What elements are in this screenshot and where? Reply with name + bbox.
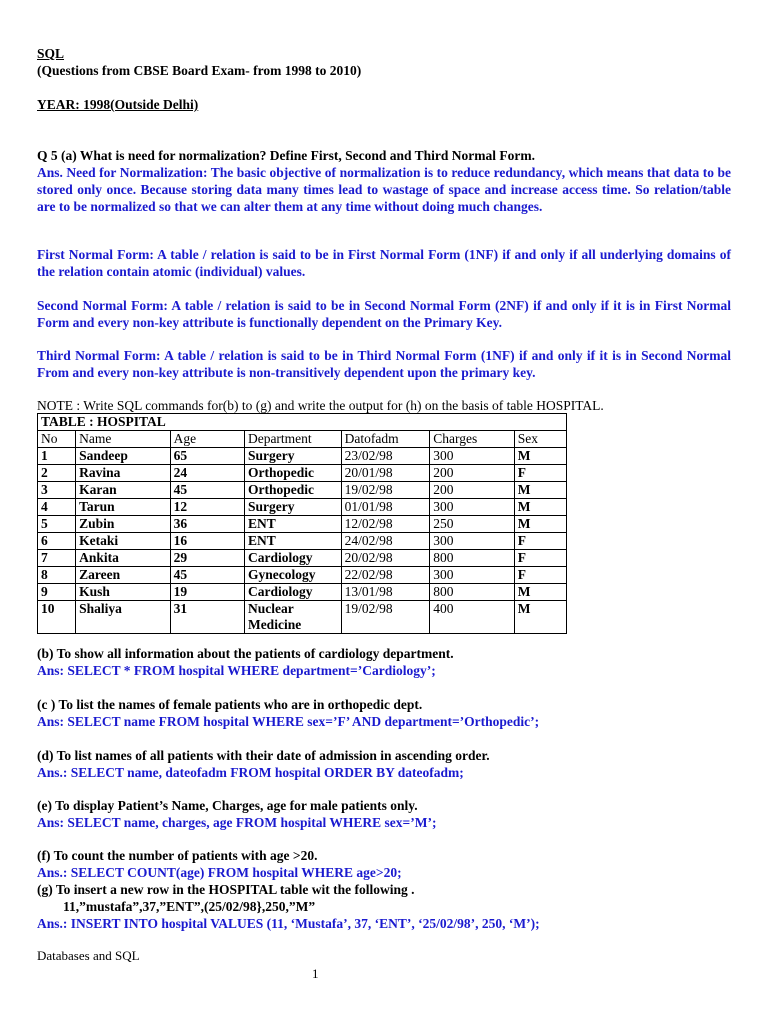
table-cell: M [514, 601, 566, 634]
table-row [38, 448, 567, 465]
table-cell: 9 [38, 584, 76, 601]
table-row [38, 499, 567, 516]
question-d: (d) To list names of all patients with their date of admission in ascending order. [37, 748, 490, 763]
answer-g: Ans.: INSERT INTO hospital VALUES (11, ‘Mustafa’, 37, ‘ENT’, ‘25/02/98’, 250, ‘M’); [37, 916, 540, 931]
table-cell: Sandeep [76, 448, 170, 465]
answer-d: Ans.: SELECT name, dateofadm FROM hospital ORDER BY dateofadm; [37, 765, 464, 780]
column-header: Datofadm [341, 431, 430, 448]
question-5a: Q 5 (a) What is need for normalization? Define First, Second and Third Normal Form. [37, 148, 535, 163]
column-header: Charges [430, 431, 515, 448]
table-cell: 16 [170, 533, 244, 550]
doc-subtitle: (Questions from CBSE Board Exam- from 1998 to 2010) [37, 63, 362, 78]
column-header: Sex [514, 431, 566, 448]
table-row [38, 584, 567, 601]
table-cell: M [514, 448, 566, 465]
second-normal-form: Second Normal Form: A table / relation is said to be in Second Normal Form (2NF) if and only if it is in First Normal Form and every non-key attribute is functionally dependent on the Primary Key. [37, 298, 731, 330]
table-cell: 800 [430, 550, 515, 567]
table-cell: F [514, 550, 566, 567]
table-cell: Zareen [76, 567, 170, 584]
table-cell: 19 [170, 584, 244, 601]
question-g: (g) To insert a new row in the HOSPITAL table wit the following . [37, 882, 415, 897]
answer-b: Ans: SELECT * FROM hospital WHERE department=’Cardiology’; [37, 663, 436, 678]
table-cell: 19/02/98 [341, 482, 430, 499]
table-row [38, 465, 567, 482]
table-cell: M [514, 584, 566, 601]
table-cell: ENT [244, 516, 341, 533]
table-cell: 4 [38, 499, 76, 516]
table-cell: Kush [76, 584, 170, 601]
question-g-values: 11,”mustafa”,37,”ENT”,(25/02/98},250,”M” [63, 899, 316, 914]
table-row [38, 567, 567, 584]
table-cell: Gynecology [244, 567, 341, 584]
table-cell: Surgery [244, 499, 341, 516]
table-row [38, 601, 567, 634]
table-cell: 200 [430, 482, 515, 499]
table-cell: Ketaki [76, 533, 170, 550]
table-cell: 65 [170, 448, 244, 465]
column-header: No [38, 431, 76, 448]
hospital-table [37, 413, 567, 634]
year-heading: YEAR: 1998(Outside Delhi) [37, 97, 199, 112]
table-cell: 10 [38, 601, 76, 634]
table-cell: Orthopedic [244, 482, 341, 499]
table-row [38, 533, 567, 550]
table-cell: 12/02/98 [341, 516, 430, 533]
table-row [38, 550, 567, 567]
table-cell: 23/02/98 [341, 448, 430, 465]
table-cell: M [514, 499, 566, 516]
question-f: (f) To count the number of patients with age >20. [37, 848, 318, 863]
table-cell: F [514, 533, 566, 550]
table-cell: Karan [76, 482, 170, 499]
table-cell: 7 [38, 550, 76, 567]
column-header: Department [244, 431, 341, 448]
answer-c: Ans: SELECT name FROM hospital WHERE sex=’F’ AND department=’Orthopedic’; [37, 714, 540, 729]
table-cell: 1 [38, 448, 76, 465]
question-e: (e) To display Patient’s Name, Charges, age for male patients only. [37, 798, 418, 813]
table-cell: 250 [430, 516, 515, 533]
table-cell: ENT [244, 533, 341, 550]
table-cell: Orthopedic [244, 465, 341, 482]
table-cell: 8 [38, 567, 76, 584]
table-cell: F [514, 465, 566, 482]
table-cell: 19/02/98 [341, 601, 430, 634]
table-cell: Surgery [244, 448, 341, 465]
page-number: 1 [312, 966, 319, 981]
table-cell: 300 [430, 567, 515, 584]
table-cell: Shaliya [76, 601, 170, 634]
table-cell: 3 [38, 482, 76, 499]
table-cell: 24/02/98 [341, 533, 430, 550]
table-cell: Zubin [76, 516, 170, 533]
question-b: (b) To show all information about the patients of cardiology department. [37, 646, 454, 661]
table-cell: 800 [430, 584, 515, 601]
third-normal-form: Third Normal Form: A table / relation is said to be in Third Normal Form (1NF) if and only if it is in Second Normal From and every non-key attribute is non-transitively dependent upon the primary key. [37, 348, 731, 380]
table-cell: 400 [430, 601, 515, 634]
table-cell: 200 [430, 465, 515, 482]
answer-e: Ans: SELECT name, charges, age FROM hospital WHERE sex=’M’; [37, 815, 437, 830]
table-cell: 29 [170, 550, 244, 567]
table-cell: 300 [430, 533, 515, 550]
table-cell: 36 [170, 516, 244, 533]
table-cell: 20/01/98 [341, 465, 430, 482]
table-cell: M [514, 482, 566, 499]
table-cell: M [514, 516, 566, 533]
table-row [38, 482, 567, 499]
table-cell: 300 [430, 499, 515, 516]
table-cell: F [514, 567, 566, 584]
table-cell: 300 [430, 448, 515, 465]
answer-normalization: Ans. Need for Normalization: The basic objective of normalization is to reduce redundancy, which means that data to be stored only once. Because storing data many times lead to wastage of space and increase access time. So relation/table are to be normalized so that we can alter them at any time without doing much changes. [37, 165, 731, 214]
footer-text: Databases and SQL [37, 948, 140, 963]
table-cell: 5 [38, 516, 76, 533]
answer-f: Ans.: SELECT COUNT(age) FROM hospital WHERE age>20; [37, 865, 402, 880]
table-row [38, 516, 567, 533]
table-cell: Cardiology [244, 584, 341, 601]
table-header-row [38, 431, 567, 448]
table-cell: 31 [170, 601, 244, 634]
question-c: (c ) To list the names of female patients who are in orthopedic dept. [37, 697, 423, 712]
table-cell: 20/02/98 [341, 550, 430, 567]
table-cell: 13/01/98 [341, 584, 430, 601]
table-cell: Tarun [76, 499, 170, 516]
note-text: NOTE : Write SQL commands for(b) to (g) and write the output for (h) on the basis of table HOSPITAL. [37, 398, 604, 413]
table-cell: 24 [170, 465, 244, 482]
table-cell: Ankita [76, 550, 170, 567]
table-cell: 12 [170, 499, 244, 516]
first-normal-form: First Normal Form: A table / relation is said to be in First Normal Form (1NF) if and only if all underlying domains of the relation contain atomic (individual) values. [37, 247, 731, 279]
column-header: Age [170, 431, 244, 448]
doc-title: SQL [37, 46, 65, 61]
column-header: Name [76, 431, 170, 448]
table-cell: 6 [38, 533, 76, 550]
table-cell: 45 [170, 567, 244, 584]
table-cell: 01/01/98 [341, 499, 430, 516]
table-cell: 22/02/98 [341, 567, 430, 584]
table-cell: 45 [170, 482, 244, 499]
table-cell: 2 [38, 465, 76, 482]
table-cell: Cardiology [244, 550, 341, 567]
table-title: TABLE : HOSPITAL [38, 414, 567, 431]
table-cell: Nuclear Medicine [244, 601, 341, 634]
table-cell: Ravina [76, 465, 170, 482]
